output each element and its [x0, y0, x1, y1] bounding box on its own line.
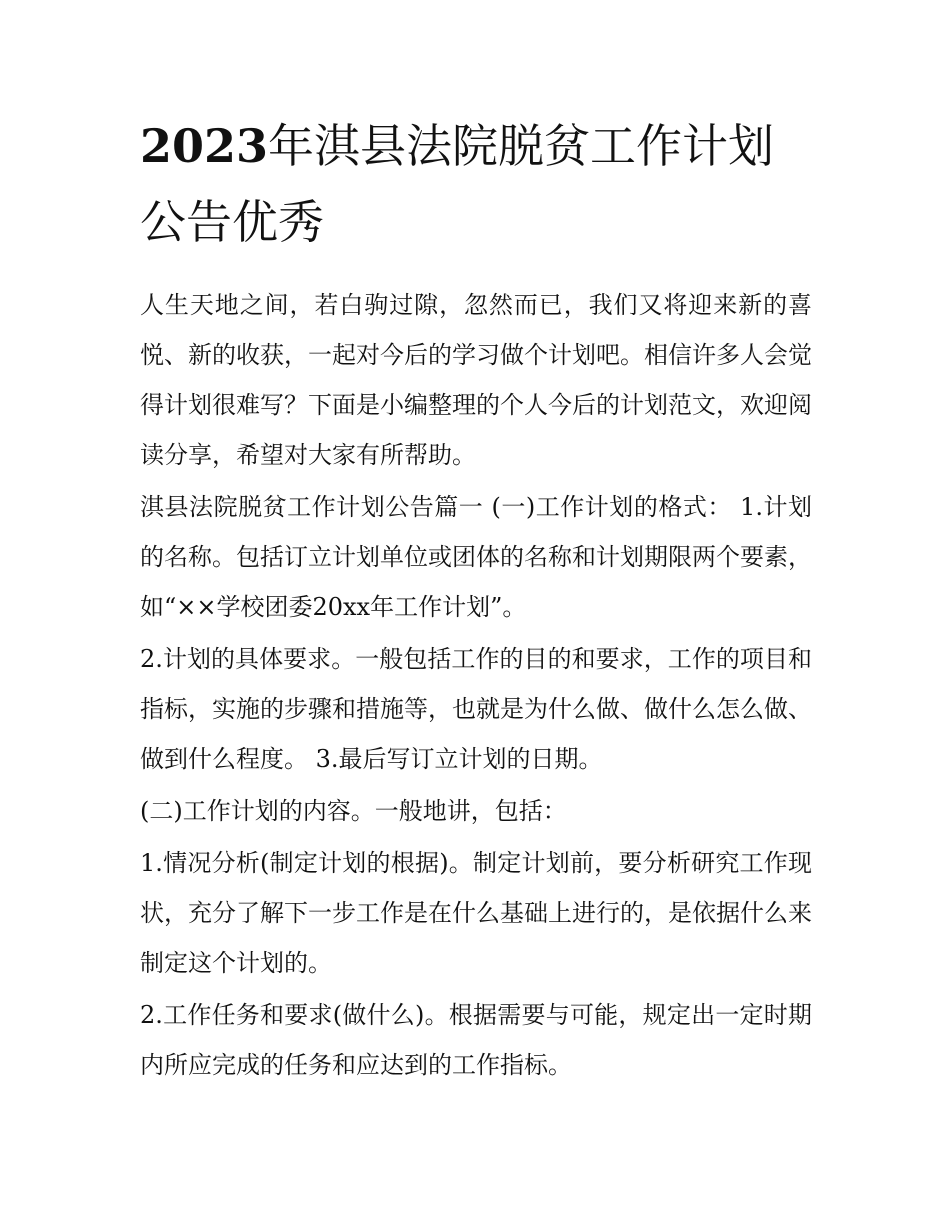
title-text: 年淇县法院脱贫工作计划公告优秀 [140, 119, 775, 249]
content-heading-paragraph: (二)工作计划的内容。一般地讲，包括： [140, 797, 567, 825]
situation-analysis-paragraph: 1.情况分析(制定计划的根据)。制定计划前，要分析研究工作现状，充分了解下一步工作是在什么基础上进行的，是依据什么来制定这个计划的。 [140, 849, 812, 977]
document-page [140, 108, 812, 1092]
intro-paragraph: 人生天地之间，若白驹过隙，忽然而已，我们又将迎来新的喜悦、新的收获，一起对今后的学习做个计划吧。相信许多人会觉得计划很难写？下面是小编整理的个人今后的计划范文，欢迎阅读分享，希望对大家有所帮助。 [140, 291, 812, 469]
document-title [140, 108, 812, 260]
tasks-paragraph: 2.工作任务和要求(做什么)。根据需要与可能，规定出一定时期内所应完成的任务和应达到的工作指标。 [140, 1001, 812, 1079]
requirements-paragraph: 2.计划的具体要求。一般包括工作的目的和要求，工作的项目和指标，实施的步骤和措施等，也就是为什么做、做什么怎么做、做到什么程度。 3.最后写订立计划的日期。 [140, 645, 812, 773]
section-one-paragraph: 淇县法院脱贫工作计划公告篇一 (一)工作计划的格式： 1.计划的名称。包括订立计划单位或团体的名称和计划期限两个要素，如“××学校团委20xx年工作计划”。 [140, 493, 812, 621]
title-year: 2023 [140, 119, 269, 173]
